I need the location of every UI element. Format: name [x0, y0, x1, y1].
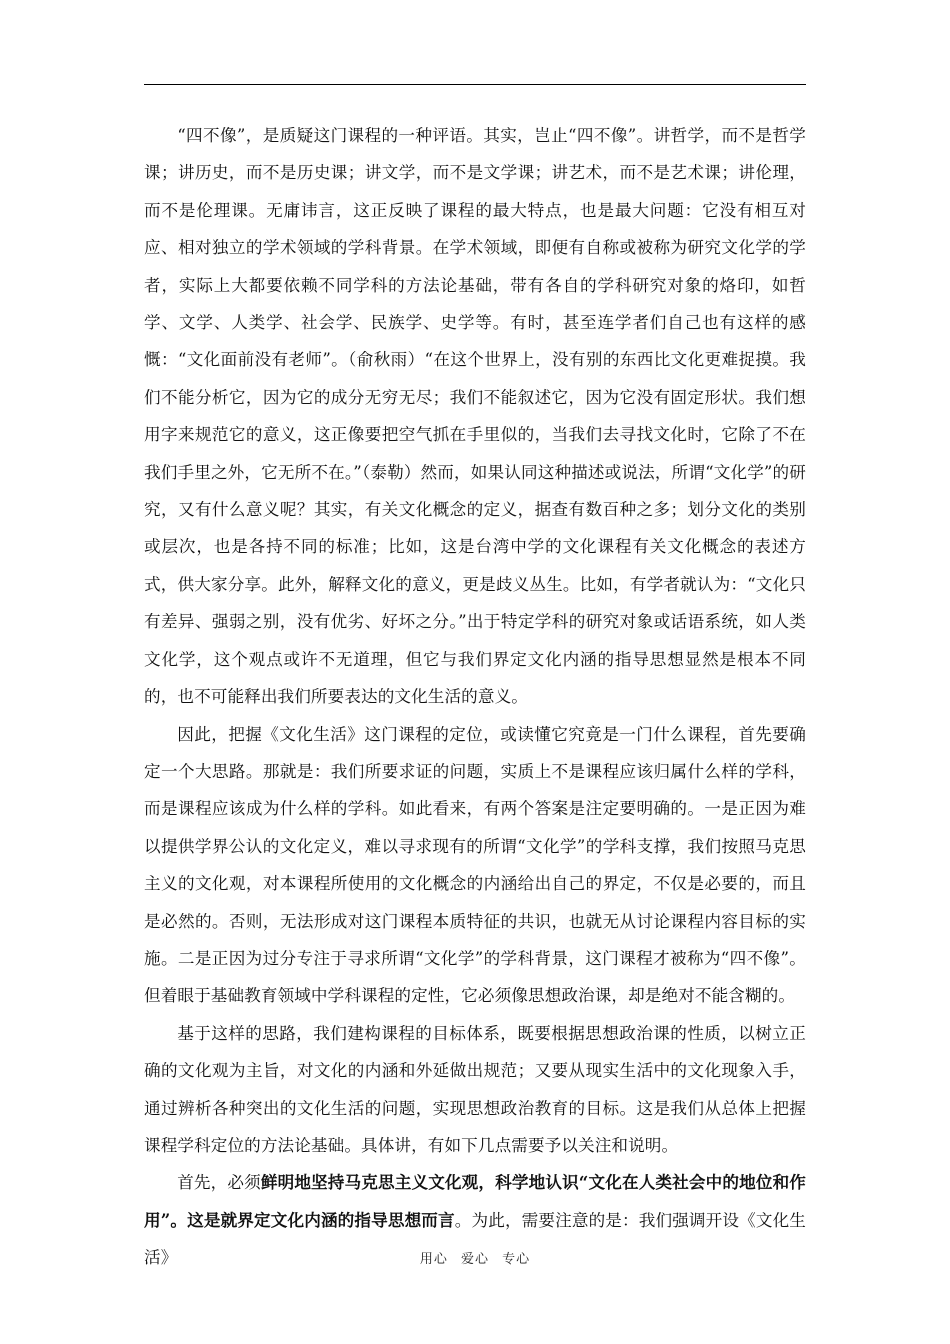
paragraph-4-lead: 首先，必须: [177, 1173, 261, 1193]
document-body: [144, 117, 806, 1277]
header-rule: [144, 84, 806, 85]
paragraph-4-tail: 。为此，需要注意的是：我们强调开设《文化生活》: [144, 1210, 806, 1268]
paragraph-3: 基于这样的思路，我们建构课程的目标体系，既要根据思想政治课的性质，以树立正确的文化观为主旨，对文化的内涵和外延做出规范；又要从现实生活中的文化现象入手，通过辨析各种突出的文化生活的问题，实现思想政治教育的目标。这是我们从总体上把握课程学科定位的方法论基础。具体讲，有如下几点需要予以关注和说明。: [144, 1023, 806, 1155]
paragraph-2: 因此，把握《文化生活》这门课程的定位，或读懂它究竟是一门什么课程，首先要确定一个大思路。那就是：我们所要求证的问题，实质上不是课程应该归属什么样的学科，而是课程应该成为什么样的学科。如此看来，有两个答案是注定要明确的。一是正因为难以提供学界公认的文化定义，难以寻求现有的所谓“文化学”的学科支撑，我们按照马克思主义的文化观，对本课程所使用的文化概念的内涵给出自己的界定，不仅是必要的，而且是必然的。否则，无法形成对这门课程本质特征的共识，也就无从讨论课程内容目标的实施。二是正因为过分专注于寻求所谓“文化学”的学科背景，这门课程才被称为“四不像”。但着眼于基础教育领域中学科课程的定性，它必须像思想政治课，却是绝对不能含糊的。: [144, 724, 806, 1006]
page-footer: 用心 爱心 专心: [419, 1252, 531, 1267]
paragraph-4-emphasis: 鲜明地坚持马克思主义文化观，科学地认识“文化在人类社会中的地位和作用”。这是就界定文化内涵的指导思想而言: [144, 1172, 806, 1230]
paragraph-1: “四不像”，是质疑这门课程的一种评语。其实，岂止“四不像”。讲哲学，而不是哲学课；讲历史，而不是历史课；讲文学，而不是文学课；讲艺术，而不是艺术课；讲伦理，而不是伦理课。无庸讳言，这正反映了课程的最大特点，也是最大问题：它没有相互对应、相对独立的学术领域的学科背景。在学术领域，即便有自称或被称为研究文化学的学者，实际上大都要依赖不同学科的方法论基础，带有各自的学科研究对象的烙印，如哲学、文学、人类学、社会学、民族学、史学等。有时，甚至连学者们自己也有这样的感慨：“文化面前没有老师”。（俞秋雨）“在这个世界上，没有别的东西比文化更难捉摸。我们不能分析它，因为它的成分无穷无尽；我们不能叙述它，因为它没有固定形状。我们想用字来规范它的意义，这正像要把空气抓在手里似的，当我们去寻找文化时，它除了不在我们手里之外，它无所不在。”（泰勒）然而，如果认同这种描述或说法，所谓“文化学”的研究，又有什么意义呢？其实，有关文化概念的定义，据查有数百种之多；划分文化的类别或层次，也是各持不同的标准；比如，这是台湾中学的文化课程有关文化概念的表述方式，供大家分享。此外，解释文化的意义，更是歧义丛生。比如，有学者就认为：“文化只有差异、强弱之别，没有优劣、好坏之分。”出于特定学科的研究对象或话语系统，如人类文化学，这个观点或许不无道理，但它与我们界定文化内涵的指导思想显然是根本不同的，也不可能释出我们所要表达的文化生活的意义。: [144, 126, 806, 707]
